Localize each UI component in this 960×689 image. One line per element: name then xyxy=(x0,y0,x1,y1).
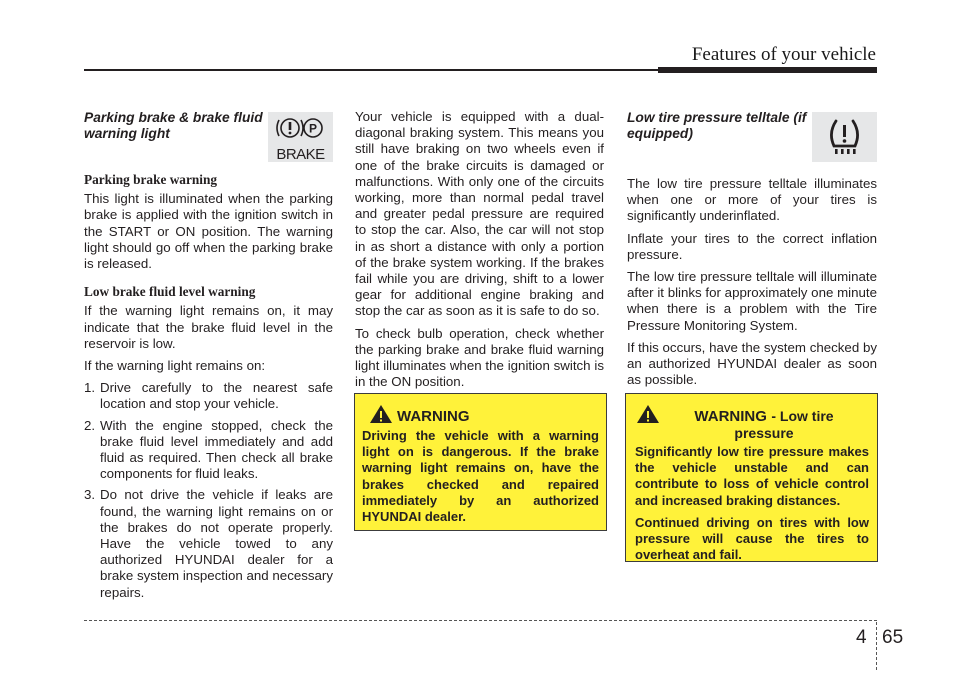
paragraph: Your vehicle is equipped with a dual-diagonal braking system. This means you still have braking on two wheels even if one of the brake circuits is damaged or malfunctions. With only one of the circuits working, more than normal pedal travel and greater pedal pressure are required to stop the car. Also, the car will not stop in as short a distance with only a portion of the brake system working. If the brakes fail while you are driving, shift to a lower gear for additional engine braking and stop the car as soon as it is safe to do so. xyxy=(355,109,604,319)
svg-text:P: P xyxy=(308,121,318,136)
list-item: 1. Drive carefully to the nearest safe location and stop your vehicle. xyxy=(84,380,333,412)
header-bar xyxy=(658,67,877,73)
warning-text: Driving the vehicle with a warning light on is dangerous. If the brake warning light remains on, have the brakes checked and repaired immediately by an authorized HYUNDAI dealer. xyxy=(362,428,599,525)
paragraph: If the warning light remains on: xyxy=(84,358,266,374)
section-title-brake: Parking brake & brake fluid warning light xyxy=(84,110,263,141)
paragraph: This light is illuminated when the parking brake is applied with the ignition switch in the START or ON position. The warning light should go off when the parking brake is released. xyxy=(84,191,333,272)
list-item: 3. Do not drive the vehicle if leaks are found, the warning light remains on or the brakes do not operate properly. Have the vehicle towed to any authorized HYUNDAI dealer for a brake system inspection and necessary repairs. xyxy=(84,487,333,600)
chapter-number: 4 xyxy=(856,627,867,648)
page-header-title: Features of your vehicle xyxy=(691,44,876,65)
warning-box-brake xyxy=(354,393,607,531)
paragraph: If the warning light remains on, it may indicate that the brake fluid level in the reservoir is low. xyxy=(84,303,333,351)
column-parking-brake xyxy=(84,110,333,606)
warning-triangle-icon xyxy=(369,404,393,424)
section-title-tpms: Low tire pressure telltale (if equipped) xyxy=(627,110,807,141)
warning-title: WARNING xyxy=(397,408,470,425)
paragraph: Inflate your tires to the correct inflation pressure. xyxy=(627,230,877,262)
tire-pressure-symbol-icon xyxy=(812,112,877,162)
subhead-brake-fluid: Low brake fluid level warning xyxy=(84,284,256,300)
page-number: 65 xyxy=(882,627,904,648)
footer-divider xyxy=(876,622,877,670)
header-rule xyxy=(84,69,658,71)
warning-box-tire xyxy=(625,393,878,562)
warning-title: WARNING xyxy=(694,408,767,425)
warning-subtitle: - Low tire pressure xyxy=(734,408,834,441)
list-item: 2. With the engine stopped, check the brake fluid level immediately and add fluid as required. Then check all brake components for fluid leaks. xyxy=(84,417,333,482)
warning-text: Significantly low tire pressure makes the vehicle unstable and can contribute to loss of vehicle control and increased braking distances. xyxy=(635,444,869,508)
subhead-parking-brake: Parking brake warning xyxy=(84,172,217,187)
paragraph: The low tire pressure telltale will illuminate after it blinks for approximately one minute when there is a problem with the Tire Pressure Monitoring System. xyxy=(627,269,877,333)
footer-rule xyxy=(84,620,877,621)
low-tire-pressure-icon xyxy=(812,112,877,162)
brake-warning-icon xyxy=(268,112,333,162)
brake-symbols-icon xyxy=(268,112,333,142)
warning-triangle-icon xyxy=(636,404,660,424)
paragraph: The low tire pressure telltale illuminates when one or more of your tires is significantly underinflated. xyxy=(627,176,877,224)
paragraph: If this occurs, have the system checked by an authorized HYUNDAI dealer as soon as possible. xyxy=(627,339,877,388)
brake-icon-label: BRAKE xyxy=(276,146,325,163)
column-brake-system xyxy=(355,109,604,396)
warning-text: Continued driving on tires with low pressure will cause the tires to overheat and fail. xyxy=(635,514,869,563)
steps-list xyxy=(84,380,333,601)
paragraph: To check bulb operation, check whether the parking brake and brake fluid warning light illuminates when the ignition switch is in the ON position. xyxy=(355,325,604,390)
